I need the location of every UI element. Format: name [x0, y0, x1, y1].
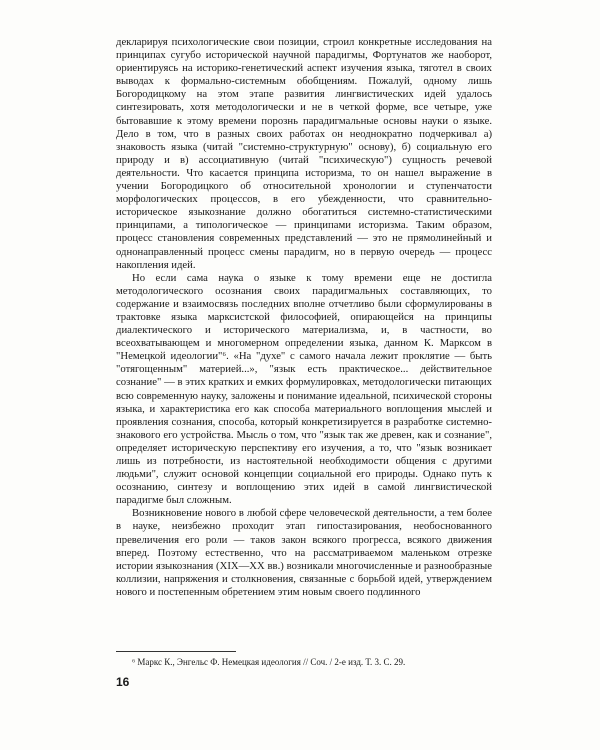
page-number: 16: [116, 675, 130, 689]
footnote-divider: [116, 651, 236, 652]
paragraph-1: декларируя психологические свои позиции, строил конкретные исследования на принципах сугубо исторической научной парадигмы, Фортунатов же наоборот, ориентируясь на историко-генетический аспект изучения языка, тяготел в своих выводах к формально-системным обобщениям. Пожалуй, одному лишь Богородицкому на этом этапе развития лингвистических идей удалось синтезировать, хотя методологически и не в четкой форме, все четыре, уже бытовавшие к этому времени порознь парадигмальные основы науки о языке. Дело в том, что в разных своих работах он неоднократно подчеркивал а) знаковость языка (читай "системно-структурную" основу), б) социальную его природу и в) ассоциативную (читай "психическую") сущность речевой деятельности. Что касается принципа историзма, то он нашел выражение в учении Богородицкого об относительной хронологии и ступенчатости морфологических процессов, в его убежденности, что сравнительно-историческое языкознание должно обогатиться системно-статистическими принципами, а типологическое — принципами историзма. Таким образом, процесс становления современных представлений — это не прямолинейный и однонаправленный процесс смены парадигм, но в первую очередь — процесс накопления идей.: [116, 36, 492, 271]
footnote: ⁶ Маркс К., Энгельс Ф. Немецкая идеология // Соч. / 2-е изд. Т. 3. С. 29.: [132, 657, 406, 667]
main-text: [116, 36, 492, 599]
paragraph-2: Но если сама наука о языке к тому времени еще не достигла методологического осознания своих парадигмальных составляющих, то содержание и взаимосвязь последних вполне отчетливо были сформулированы в трактовке языка марксистской философией, опирающейся на принципы диалектического и исторического материализма, и, в частности, во всеохватывающем и многомерном определении языка, данном К. Марксом в "Немецкой идеологии"⁶. «На "духе" с самого начала лежит проклятие — быть "отягощенным" материей...», "язык есть практическое... действительное сознание" — в этих кратких и емких формулировках, методологически питающих всю современную науку, заложены и понимание идеальной, психической стороны языка, и характеристика его как способа материального воплощения мыслей и проявления сознания, способа, который конкретизируется в разработке системно-знакового его устройства. Мысль о том, что "язык так же древен, как и сознание", определяет историческую перспективу его изучения, а то, что "язык возникает лишь из потребности, из настоятельной необходимости общения с другими людьми", служит основой концепции социальной его природы. Однако путь к осознанию, синтезу и воплощению этих идей в самой лингвистической парадигме был сложным.: [116, 271, 492, 507]
paragraph-3: Возникновение нового в любой сфере человеческой деятельности, а тем более в науке, неизбежно проходит этап гипостазирования, необоснованного превеличения его роли — таков закон всякого прогресса, всякого движения вперед. Поэтому естественно, что на рассматриваемом маленьком отрезке истории языкознания (XIX—XX вв.) возникали многочисленные и разнообразные коллизии, напряжения и столкновения, связанные с борьбой идей, утверждением нового и постепенным обретением этим новым своего подлинного: [116, 507, 492, 598]
